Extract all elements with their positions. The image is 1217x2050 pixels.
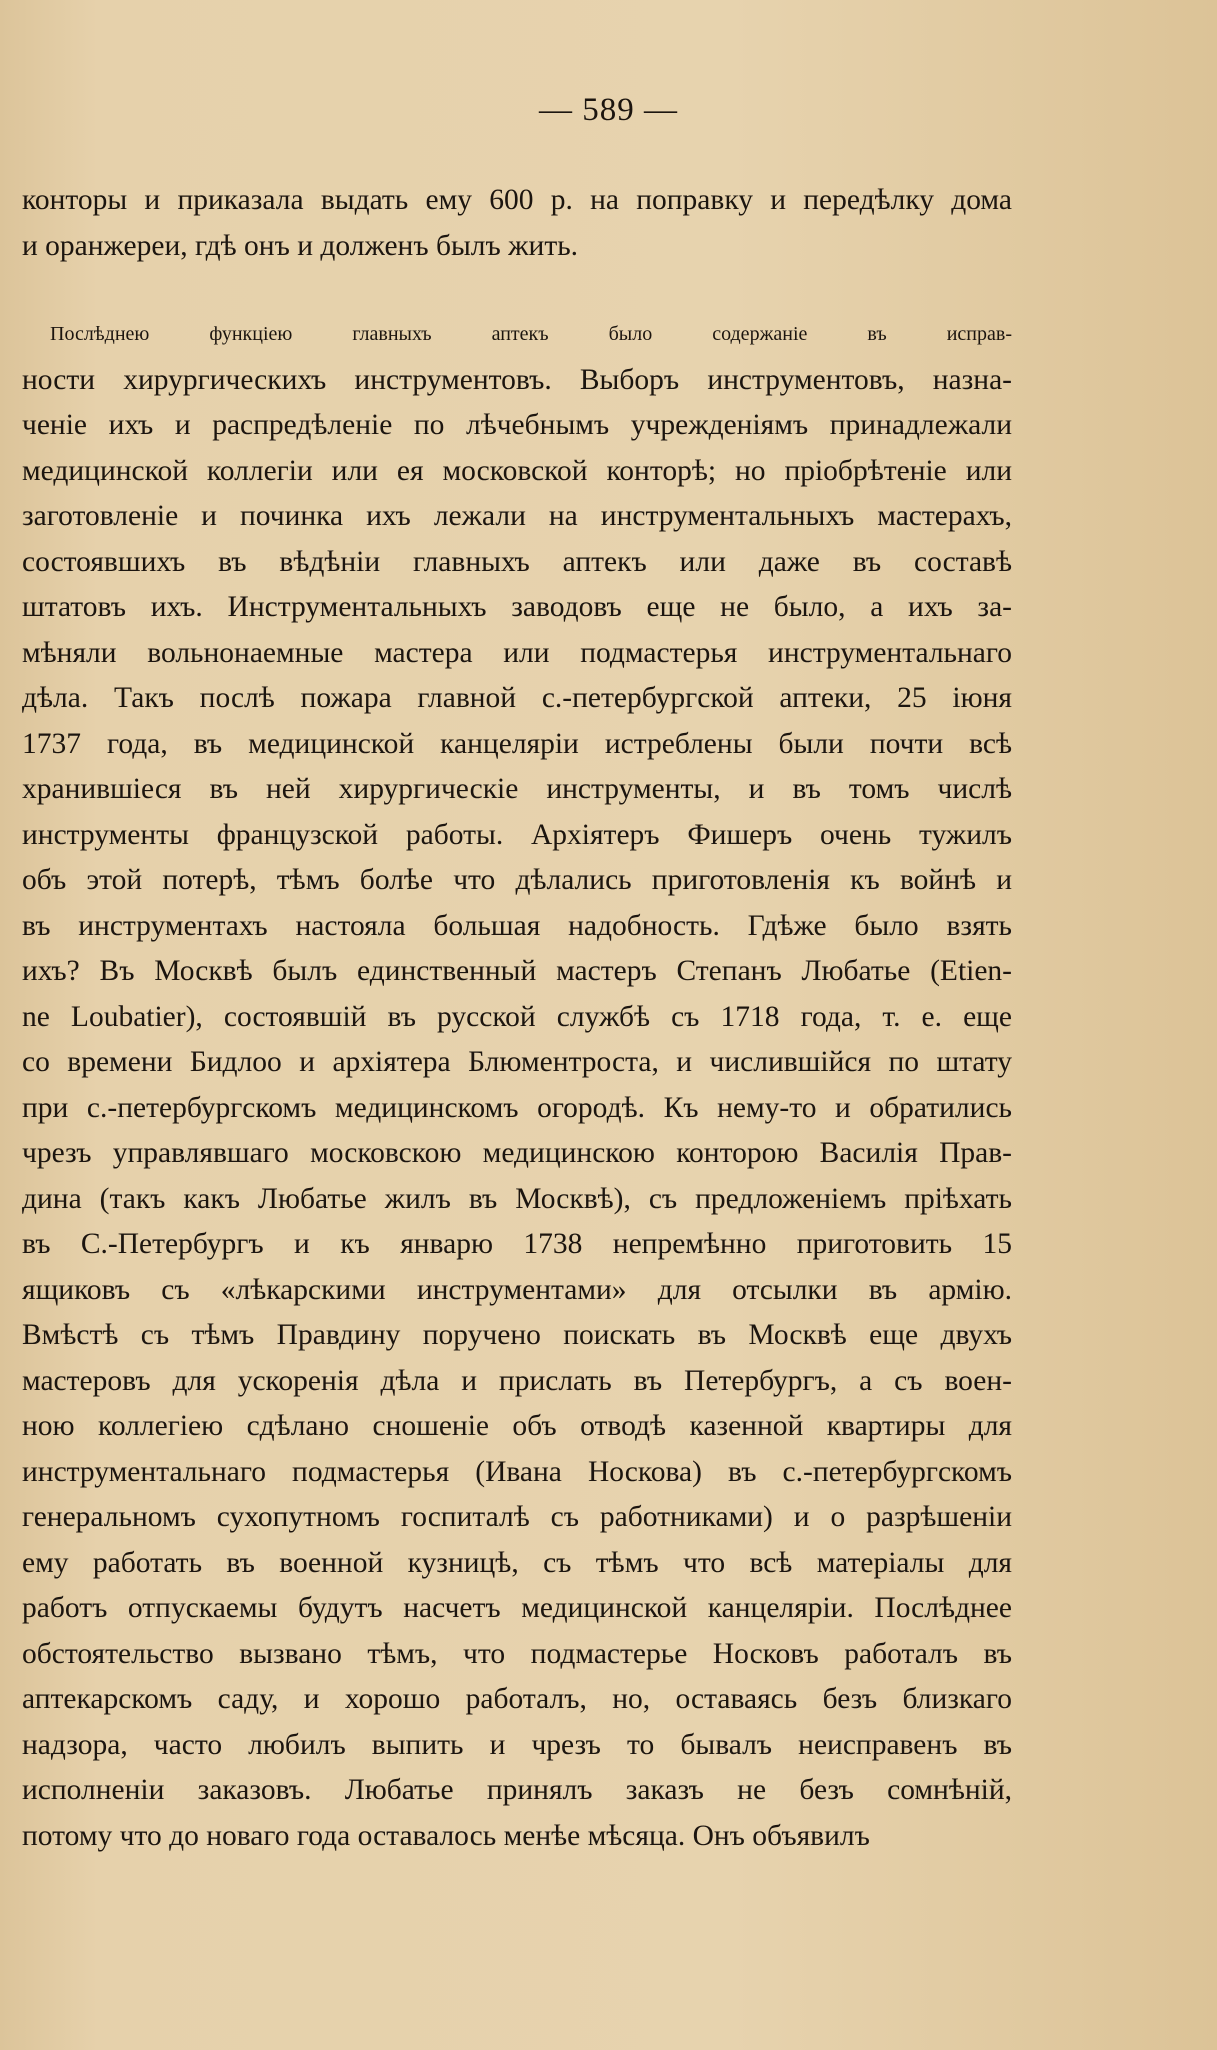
- text-line: ne Loubatier), состоявшiй въ русской службѣ съ 1718 года, т. е. еще: [22, 1000, 1012, 1033]
- text-line: надзора, часто любилъ выпить и чрезъ то бывалъ неисправенъ въ: [22, 1728, 1012, 1761]
- text-line: исполненiи заказовъ. Любатье принялъ заказъ не безъ сомнѣнiй,: [22, 1774, 1012, 1806]
- text-line: конторы и приказала выдать ему 600 р. на поправку и передѣлку дома: [22, 184, 1012, 216]
- text-line: медицинской коллегiи или ея московской конторѣ; но прiобрѣтенiе или: [22, 454, 1012, 487]
- text-line: ности хирургическихъ инструментовъ. Выборъ инструментовъ, назна-: [22, 363, 1012, 396]
- paragraph-1: [22, 178, 1012, 269]
- text-line: инструментальнаго подмастерья (Ивана Носкова) въ с.-петербургскомъ: [22, 1455, 1012, 1488]
- text-line: штатовъ ихъ. Инструментальныхъ заводовъ еще не было, а ихъ за-: [22, 591, 1012, 623]
- paragraph-2: [22, 312, 1012, 1859]
- text-line: въ инструментахъ настояла большая надобность. Гдѣже было взять: [22, 909, 1012, 942]
- page-number: — 589 —: [539, 92, 678, 128]
- text-line: обстоятельство вызвано тѣмъ, что подмастерье Носковъ работалъ въ: [22, 1637, 1012, 1670]
- text-line: состоявшихъ въ вѣдѣнiи главныхъ аптекъ или даже въ составѣ: [22, 545, 1012, 578]
- text-line: генеральномъ сухопутномъ госпиталѣ съ работниками) и о разрѣшенiи: [22, 1501, 1012, 1533]
- text-line: работъ отпускаемы будутъ насчетъ медицинской канцелярiи. Послѣднее: [22, 1592, 1012, 1624]
- text-line: инструменты французской работы. Архiятеръ Фишеръ очень тужилъ: [22, 818, 1012, 851]
- text-line: ихъ? Въ Москвѣ былъ единственный мастеръ Степанъ Любатье (Etien-: [22, 955, 1012, 987]
- text-line: объ этой потерѣ, тѣмъ болѣе что дѣлались приготовленiя къ войнѣ и: [22, 864, 1012, 896]
- text-line: ною коллегiею сдѣлано сношенiе объ отводѣ казенной квартиры для: [22, 1410, 1012, 1442]
- text-line: Вмѣстѣ съ тѣмъ Правдину поручено поискать въ Москвѣ еще двухъ: [22, 1319, 1012, 1351]
- text-line: потому что до новаго года оставалось менѣе мѣсяца. Онъ объявилъ: [22, 1819, 870, 1852]
- text-line: дѣла. Такъ послѣ пожара главной с.-петербургской аптеки, 25 iюня: [22, 682, 1012, 714]
- text-line: ченiе ихъ и распредѣленiе по лѣчебнымъ учрежденiямъ принадлежали: [22, 409, 1012, 441]
- text-line: мѣняли вольнонаемные мастера или подмастерья инструментальнаго: [22, 636, 1012, 669]
- text-line: въ С.-Петербургъ и къ январю 1738 непремѣнно приготовить 15: [22, 1228, 1012, 1260]
- text-line: и оранжереи, гдѣ онъ и долженъ былъ жить.: [22, 229, 579, 262]
- text-line: ящиковъ съ «лѣкарскими инструментами» для отсылки въ армiю.: [22, 1273, 1012, 1306]
- text-line: со времени Бидлоо и архiятера Блюментроста, и числившiйся по штату: [22, 1046, 1012, 1078]
- text-line: хранившiеся въ ней хирургическiе инструменты, и въ томъ числѣ: [22, 773, 1012, 805]
- text-line: ему работать въ военной кузницѣ, съ тѣмъ что всѣ матерiалы для: [22, 1546, 1012, 1579]
- text-line: аптекарскомъ саду, и хорошо работалъ, но, оставаясь безъ близкаго: [22, 1683, 1012, 1715]
- text-line: чрезъ управлявшаго московскою медицинскою конторою Василiя Прав-: [22, 1137, 1012, 1169]
- text-line: заготовленiе и починка ихъ лежали на инструментальныхъ мастерахъ,: [22, 500, 1012, 532]
- text-line: дина (такъ какъ Любатье жилъ въ Москвѣ), съ предложенiемъ прiѣхать: [22, 1182, 1012, 1215]
- text-line: при с.-петербургскомъ медицинскомъ огородѣ. Къ нему-то и обратились: [22, 1091, 1012, 1124]
- text-line: мастеровъ для ускоренiя дѣла и прислать въ Петербургъ, а съ воен-: [22, 1364, 1012, 1397]
- text-line: Послѣднею функцiею главныхъ аптекъ было содержанiе въ исправ-: [50, 323, 1012, 345]
- text-line: 1737 года, въ медицинской канцелярiи истреблены были почти всѣ: [22, 727, 1012, 760]
